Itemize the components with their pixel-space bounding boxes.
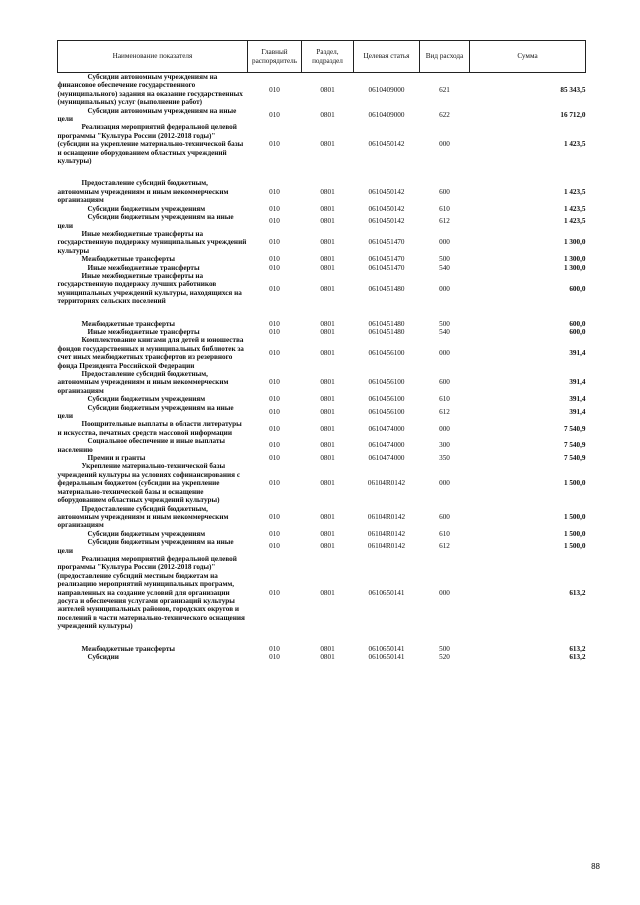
row-expense-type: 520: [439, 653, 450, 661]
row-target-article: 0610456100: [368, 395, 405, 404]
table-row: [58, 538, 586, 555]
row-expense-type: 000: [439, 424, 450, 433]
row-name-text: Иные межбюджетные трансферты на государственную поддержку лучших работников муниципальных учреждений культуры, находящихся на территориях сельских поселений: [57, 271, 242, 306]
row-name-text: Реализация мероприятий федеральной целевой программы "Культура России (2012-2018 годы)" (предоставление субсидий местным бюджетам на реализацию мероприятий муниципальных программ, направленных на создание условий для организации досуга и обеспечения услугами организаций культуры жителей муниципальных районов, городских округов и поселений в части материально-технического оснащения учреждений культуры): [57, 554, 245, 631]
budget-table: [57, 40, 586, 661]
row-section: 0801: [320, 238, 335, 247]
table-row: [58, 462, 586, 504]
table-row: [58, 653, 586, 661]
row-target-article: 0610450142: [368, 217, 405, 226]
row-name: [58, 336, 248, 370]
row-chief-admin: 010: [269, 407, 280, 416]
row-expense-type: 610: [439, 529, 450, 538]
row-chief-admin: 010: [269, 255, 280, 264]
row-chief-admin: 010: [269, 644, 280, 653]
row-target-article: 06104R0142: [367, 479, 406, 488]
row-name: [58, 123, 248, 165]
row-chief-admin: 010: [269, 441, 280, 450]
row-name-text: Субсидии бюджетным учреждениям на иные цели: [57, 538, 234, 555]
table-row: [58, 336, 586, 370]
row-section: 0801: [320, 85, 335, 94]
row-target-article: 0610409000: [368, 110, 405, 119]
row-name: [58, 530, 248, 538]
row-name: [58, 505, 248, 530]
row-name: [58, 645, 248, 653]
row-name-text: Комплектование книгами для детей и юношества фондов государственных и муниципальных библиотек за счет иных межбюджетных трансфертов из резервного фонда Президента Российской Федерации: [57, 336, 244, 370]
row-expense-type: 000: [439, 140, 450, 149]
row-chief-admin: 010: [269, 319, 280, 328]
row-name: [58, 255, 248, 263]
row-target-article: 0610409000: [368, 85, 405, 94]
row-name-text: Субсидии бюджетным учреждениям: [87, 395, 206, 404]
row-section: 0801: [320, 395, 335, 404]
row-expense-type: 500: [439, 644, 450, 653]
row-target-article: 06104R0142: [367, 542, 406, 551]
row-chief-admin: 010: [269, 479, 280, 488]
row-expense-type: 000: [439, 284, 450, 293]
row-expense-type: 540: [439, 263, 450, 272]
row-name: [58, 538, 248, 555]
row-target-article: 0610650141: [368, 653, 405, 661]
row-section: 0801: [320, 348, 335, 357]
row-section: 0801: [320, 255, 335, 264]
row-sum: 1 500,0: [563, 529, 586, 538]
row-target-article: 0610450142: [368, 187, 405, 196]
row-section: 0801: [320, 441, 335, 450]
row-section: 0801: [320, 424, 335, 433]
header-expense-type: Вид расхода: [420, 41, 470, 73]
row-expense-type: 000: [439, 588, 450, 597]
row-chief-admin: 010: [269, 110, 280, 119]
row-name: [58, 404, 248, 421]
spacer-cell: [58, 631, 586, 645]
row-section: 0801: [320, 327, 335, 336]
row-name: [58, 179, 248, 204]
row-name-text: Субсидии автономным учреждениям на финансовое обеспечение государственного (муниципального) задания на оказание государственных (муниципальных) услуг (выполнение работ): [57, 73, 243, 107]
row-sum: 1 423,5: [563, 217, 586, 226]
row-section: 0801: [320, 529, 335, 538]
row-target-article: 0610450142: [368, 140, 405, 149]
row-sum: 7 540,9: [563, 454, 586, 463]
row-expense-type: 600: [439, 187, 450, 196]
row-name-text: Укрепление материально-технической базы учреждений культуры на условиях софинансирования с федеральным бюджетом (субсидии на укрепление материально-технической базы и оснащение оборудованием областных учреждений культуры): [57, 462, 241, 505]
row-name: [58, 454, 248, 462]
row-target-article: 0610650141: [368, 588, 405, 597]
row-section: 0801: [320, 653, 335, 661]
table-row: [58, 73, 586, 107]
row-expense-type: 600: [439, 378, 450, 387]
table-row: [58, 328, 586, 336]
row-name: [58, 462, 248, 504]
row-target-article: 0610474000: [368, 454, 405, 463]
page-number: 88: [591, 862, 600, 871]
row-chief-admin: 010: [269, 653, 280, 661]
row-expense-type: 500: [439, 319, 450, 328]
row-name-text: Иные межбюджетные трансферты: [87, 263, 200, 272]
table-row: [58, 555, 586, 631]
row-sum: 613,2: [569, 644, 586, 653]
row-section: 0801: [320, 319, 335, 328]
row-sum: 1 300,0: [563, 255, 586, 264]
row-chief-admin: 010: [269, 238, 280, 247]
row-sum: 7 540,9: [563, 441, 586, 450]
row-sum: 7 540,9: [563, 424, 586, 433]
table-row: [58, 320, 586, 328]
row-sum: 600,0: [569, 319, 586, 328]
row-chief-admin: 010: [269, 348, 280, 357]
row-section: 0801: [320, 542, 335, 551]
row-target-article: 06104R0142: [367, 512, 406, 521]
spacer-row: [58, 165, 586, 179]
row-expense-type: 540: [439, 327, 450, 336]
row-expense-type: 000: [439, 238, 450, 247]
row-name: [58, 230, 248, 255]
row-name: [58, 328, 248, 336]
row-name: [58, 555, 248, 631]
row-section: 0801: [320, 263, 335, 272]
row-sum: 1 423,5: [563, 187, 586, 196]
row-sum: 16 712,0: [560, 110, 586, 119]
table-row: [58, 255, 586, 263]
row-chief-admin: 010: [269, 263, 280, 272]
row-name: [58, 420, 248, 437]
row-name: [58, 653, 248, 661]
row-section: 0801: [320, 479, 335, 488]
table-body: [58, 73, 586, 662]
row-section: 0801: [320, 140, 335, 149]
row-sum: 1 300,0: [563, 238, 586, 247]
row-name: [58, 272, 248, 306]
row-target-article: 0610451480: [368, 319, 405, 328]
table-row: [58, 437, 586, 454]
row-expense-type: 610: [439, 204, 450, 213]
row-name: [58, 370, 248, 395]
row-name-text: Иные межбюджетные трансферты: [87, 327, 200, 336]
row-target-article: 0610451480: [368, 327, 405, 336]
table-row: [58, 264, 586, 272]
row-name-text: Межбюджетные трансферты: [81, 319, 176, 328]
table-row: [58, 272, 586, 306]
spacer-cell: [58, 306, 586, 320]
table-row: [58, 505, 586, 530]
row-sum: 1 500,0: [563, 542, 586, 551]
row-expense-type: 500: [439, 255, 450, 264]
row-expense-type: 622: [439, 110, 450, 119]
row-chief-admin: 010: [269, 529, 280, 538]
table-row: [58, 454, 586, 462]
row-sum: 1 423,5: [563, 204, 586, 213]
row-target-article: 0610650141: [368, 644, 405, 653]
header-sum: Сумма: [470, 41, 586, 73]
row-name: [58, 107, 248, 124]
row-section: 0801: [320, 110, 335, 119]
row-name-text: Предоставление субсидий бюджетным, автономным учреждениям и иным некоммерческим организациям: [57, 179, 229, 205]
row-name-text: Иные межбюджетные трансферты на государственную поддержку муниципальных учреждений культуры: [57, 229, 247, 255]
row-section: 0801: [320, 378, 335, 387]
row-section: 0801: [320, 187, 335, 196]
table-row: [58, 645, 586, 653]
row-target-article: 0610450142: [368, 204, 405, 213]
row-chief-admin: 010: [269, 512, 280, 521]
row-name-text: Субсидии: [87, 653, 119, 661]
row-name-text: Субсидии бюджетным учреждениям: [87, 529, 206, 538]
table-row: [58, 420, 586, 437]
row-sum: 613,2: [569, 588, 586, 597]
row-target-article: 0610456100: [368, 378, 405, 387]
row-chief-admin: 010: [269, 217, 280, 226]
row-expense-type: 300: [439, 441, 450, 450]
table-row: [58, 123, 586, 165]
header-target-article: Целевая статья: [354, 41, 420, 73]
row-name: [58, 73, 248, 107]
row-sum: 1 500,0: [563, 512, 586, 521]
row-name: [58, 205, 248, 213]
row-expense-type: 000: [439, 479, 450, 488]
row-chief-admin: 010: [269, 327, 280, 336]
row-target-article: 0610451480: [368, 284, 405, 293]
row-section: 0801: [320, 284, 335, 293]
row-name: [58, 437, 248, 454]
table-row: [58, 370, 586, 395]
row-section: 0801: [320, 407, 335, 416]
row-sum: 391,4: [569, 395, 586, 404]
row-name-text: Премии и гранты: [87, 454, 146, 463]
row-section: 0801: [320, 204, 335, 213]
row-target-article: 0610456100: [368, 407, 405, 416]
row-sum: 85 343,5: [560, 85, 586, 94]
row-expense-type: 612: [439, 542, 450, 551]
row-name-text: Поощрительные выплаты в области литературы и искусства, печатных средств массовой информации: [57, 420, 242, 437]
row-name-text: Предоставление субсидий бюджетным, автономным учреждениям и иным некоммерческим организациям: [57, 504, 229, 530]
row-section: 0801: [320, 588, 335, 597]
row-chief-admin: 010: [269, 187, 280, 196]
row-target-article: 0610451470: [368, 255, 405, 264]
row-name-text: Социальное обеспечение и иные выплаты населению: [57, 437, 226, 454]
header-chief-admin: Главный распорядитель: [248, 41, 302, 73]
row-chief-admin: 010: [269, 85, 280, 94]
row-sum: 613,2: [569, 653, 586, 661]
table-row: [58, 395, 586, 403]
row-name: [58, 264, 248, 272]
row-sum: 1 300,0: [563, 263, 586, 272]
row-name-text: Субсидии автономным учреждениям на иные цели: [57, 106, 237, 124]
spacer-row: [58, 306, 586, 320]
header-name: Наименование показателя: [58, 41, 248, 73]
row-chief-admin: 010: [269, 588, 280, 597]
row-expense-type: 612: [439, 217, 450, 226]
row-name: [58, 213, 248, 230]
row-name-text: Субсидии бюджетным учреждениям на иные цели: [57, 403, 234, 421]
row-target-article: 0610474000: [368, 424, 405, 433]
table-row: [58, 107, 586, 124]
row-sum: 1 423,5: [563, 140, 586, 149]
row-chief-admin: 010: [269, 542, 280, 551]
row-section: 0801: [320, 454, 335, 463]
spacer-cell: [58, 165, 586, 179]
row-target-article: 06104R0142: [367, 529, 406, 538]
row-expense-type: 600: [439, 512, 450, 521]
row-target-article: 0610451470: [368, 238, 405, 247]
table-row: [58, 404, 586, 421]
table-row: [58, 179, 586, 204]
row-target-article: 0610451470: [368, 263, 405, 272]
table-row: [58, 205, 586, 213]
header-row: [58, 41, 586, 73]
row-sum: 600,0: [569, 327, 586, 336]
table-row: [58, 230, 586, 255]
header-section: Раздел, подраздел: [302, 41, 354, 73]
row-sum: 1 500,0: [563, 479, 586, 488]
row-chief-admin: 010: [269, 454, 280, 463]
row-name-text: Субсидии бюджетным учреждениям на иные цели: [57, 213, 234, 230]
row-sum: 391,4: [569, 407, 586, 416]
table-row: [58, 530, 586, 538]
spacer-row: [58, 631, 586, 645]
row-expense-type: 610: [439, 395, 450, 404]
row-section: 0801: [320, 217, 335, 226]
row-chief-admin: 010: [269, 395, 280, 404]
row-chief-admin: 010: [269, 378, 280, 387]
row-name: [58, 395, 248, 403]
row-name-text: Субсидии бюджетным учреждениям: [87, 204, 206, 213]
row-target-article: 0610474000: [368, 441, 405, 450]
table-row: [58, 213, 586, 230]
row-name-text: Межбюджетные трансферты: [81, 255, 176, 264]
row-expense-type: 000: [439, 348, 450, 357]
row-sum: 391,4: [569, 348, 586, 357]
row-expense-type: 621: [439, 85, 450, 94]
row-expense-type: 612: [439, 407, 450, 416]
row-chief-admin: 010: [269, 204, 280, 213]
row-sum: 391,4: [569, 378, 586, 387]
row-name: [58, 320, 248, 328]
row-section: 0801: [320, 644, 335, 653]
row-expense-type: 350: [439, 454, 450, 463]
row-name-text: Реализация мероприятий федеральной целевой программы "Культура России (2012-2018 годы)" (субсидии на укрепление материально-технической базы и оснащение оборудованием областных учреждений культуры): [57, 123, 244, 166]
row-target-article: 0610456100: [368, 348, 405, 357]
row-chief-admin: 010: [269, 140, 280, 149]
row-name-text: Предоставление субсидий бюджетным, автономным учреждениям и иным некоммерческим организациям: [57, 370, 229, 395]
row-section: 0801: [320, 512, 335, 521]
row-chief-admin: 010: [269, 424, 280, 433]
row-chief-admin: 010: [269, 284, 280, 293]
row-sum: 600,0: [569, 284, 586, 293]
row-name-text: Межбюджетные трансферты: [81, 644, 176, 653]
